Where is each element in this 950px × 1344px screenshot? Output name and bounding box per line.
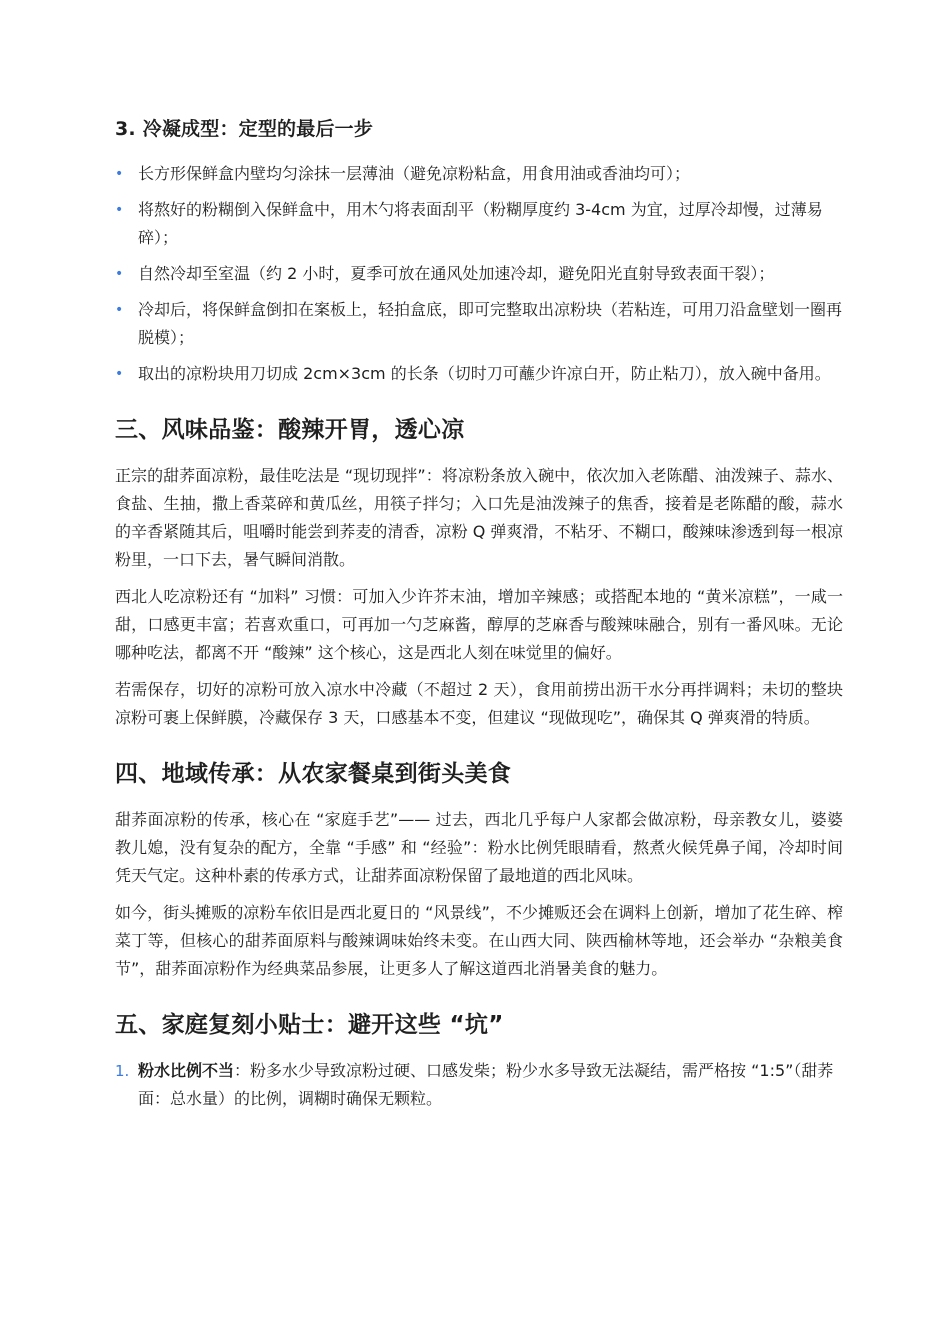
paragraph: 如今，街头摊贩的凉粉车依旧是西北夏日的 “风景线”，不少摊贩还会在调料上创新，增加了花生碎、榨菜丁等，但核心的甜荞面原料与酸辣调味始终未变。在山西大同、陕西榆林等地，还会举办 “杂粮美食节”，甜荞面凉粉作为经典菜品参展，让更多人了解这道西北消暑美食的魅力。 [115, 903, 843, 978]
paragraph: 甜荞面凉粉的传承，核心在 “家庭手艺”—— 过去，西北几乎每户人家都会做凉粉，母亲教女儿，婆婆教儿媳，没有复杂的配方，全靠 “手感” 和 “经验”：粉水比例凭眼睛看，熬煮火候凭鼻子闻，冷却时间凭天气定。这种朴素的传承方式，让甜荞面凉粉保留了最地道的西北风味。 [115, 810, 843, 885]
section-heading-tips: 五、家庭复刻小贴士：避开这些 “坑” [115, 1012, 504, 1038]
section-heading-flavor: 三、风味品鉴：酸辣开胃，透心凉 [115, 417, 465, 443]
bullet-dot-icon: • [115, 202, 124, 218]
tip-title: 粉水比例不当 [138, 1061, 235, 1080]
tip-body: ：粉多水少导致凉粉过硬、口感发柴；粉少水多导致无法凝结，需严格按 “1:5”（甜荞面：总水量）的比例，调糊时确保无颗粒。 [138, 1061, 834, 1108]
list-item-text: 冷却后，将保鲜盒倒扣在案板上，轻拍盒底，即可完整取出凉粉块（若粘连，可用刀沿盒壁划一圈再脱模）； [138, 300, 843, 347]
tip-number: 1. [115, 1062, 130, 1080]
list-item [115, 360, 843, 388]
list-item-text: 取出的凉粉块用刀切成 2cm×3cm 的长条（切时刀可蘸少许凉白开，防止粘刀），放入碗中备用。 [138, 364, 831, 383]
list-item [115, 160, 843, 188]
bullet-dot-icon: • [115, 302, 124, 318]
bullet-dot-icon: • [115, 266, 124, 282]
subsection-heading-cooling: 3. 冷凝成型：定型的最后一步 [115, 118, 374, 140]
list-item [115, 196, 843, 252]
list-item [115, 260, 843, 288]
list-item-text: 将熬好的粉糊倒入保鲜盒中，用木勺将表面刮平（粉糊厚度约 3-4cm 为宜，过厚冷却慢，过薄易碎）； [138, 200, 823, 247]
paragraph: 若需保存，切好的凉粉可放入凉水中冷藏（不超过 2 天），食用前捞出沥干水分再拌调料；未切的整块凉粉可裹上保鲜膜，冷藏保存 3 天，口感基本不变，但建议 “现做现吃”，确保其 Q 弹爽滑的特质。 [115, 680, 843, 727]
bullet-dot-icon: • [115, 166, 124, 182]
list-item [115, 296, 843, 352]
document-page [115, 112, 843, 1113]
list-item-text: 自然冷却至室温（约 2 小时，夏季可放在通风处加速冷却，避免阳光直射导致表面干裂）； [138, 264, 775, 283]
list-item [115, 1057, 843, 1113]
paragraph: 正宗的甜荞面凉粉，最佳吃法是 “现切现拌”：将凉粉条放入碗中，依次加入老陈醋、油泼辣子、蒜水、食盐、生抽，撒上香菜碎和黄瓜丝，用筷子拌匀；入口先是油泼辣子的焦香，接着是老陈醋的酸，蒜水的辛香紧随其后，咀嚼时能尝到荞麦的清香，凉粉 Q 弹爽滑，不粘牙、不糊口，酸辣味渗透到每一根凉粉里，一口下去，暑气瞬间消散。 [115, 466, 843, 569]
paragraph: 西北人吃凉粉还有 “加料” 习惯：可加入少许芥末油，增加辛辣感；或搭配本地的 “黄米凉糕”，一咸一甜，口感更丰富；若喜欢重口，可再加一勺芝麻酱，醇厚的芝麻香与酸辣味融合，别有一番风味。无论哪种吃法，都离不开 “酸辣” 这个核心，这是西北人刻在味觉里的偏好。 [115, 587, 843, 662]
section-heading-heritage: 四、地域传承：从农家餐桌到街头美食 [115, 761, 512, 787]
cooling-steps-list [115, 160, 843, 388]
bullet-dot-icon: • [115, 366, 124, 382]
list-item-text: 长方形保鲜盒内壁均匀涂抹一层薄油（避免凉粉粘盒，用食用油或香油均可）； [138, 164, 691, 183]
tips-list [115, 1057, 843, 1113]
